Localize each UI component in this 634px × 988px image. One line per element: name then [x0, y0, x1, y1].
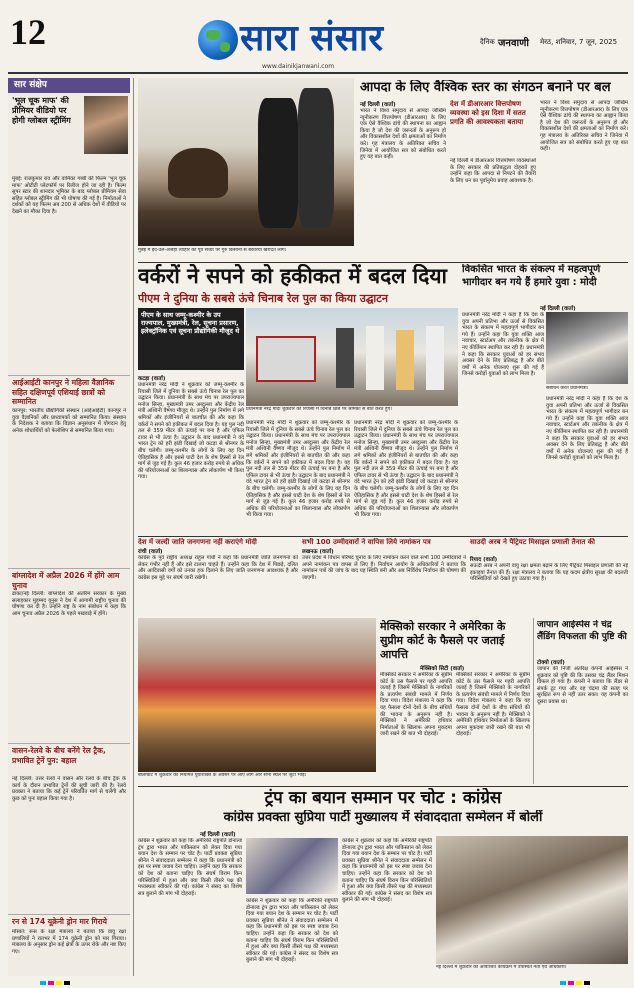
main-dateline: कटड़ा (वार्ता): [138, 376, 166, 382]
congress-body-2: कांग्रेस ने शुक्रवार को कहा कि अमेरिकी राष्ट्रपति डोनाल्ड ट्रंप द्वारा भारत और पाकिस्तान को लेकर दिया गया बयान देश के सम्मान पर चोट है। पार्टी प्रवक्ता सुप्रिया श्रीनेत ने संवाददाता सम्मेलन में कहा कि प्रधानमंत्री को इस पर स्पष्ट जवाब देना चाहिए। उन्होंने कहा कि सरकार को देश को बताना चाहिए कि संघर्ष विराम किन परिस्थितियों में हुआ और क्या किसी तीसरे पक्ष की मध्यस्थता स्वीकार की गई। कांग्रेस ने संसद का विशेष सत्र बुलाने की मांग भी दोहराई।: [246, 898, 338, 964]
chenab-bridge-photo: [246, 308, 458, 406]
congress-dateline: नई दिल्ली (वार्ता): [200, 832, 236, 838]
row2-rule: [138, 536, 628, 537]
mexico-body-2: मेक्सिको सरकार ने अमेरिका के सुप्रीम कोर्ट के उस फैसले पर गहरी आपत्ति जताई है जिसमें मेक्सिको के नागरिकों के प्रत्यर्पण संबंधी मामले में निर्णय दिया गया। विदेश मंत्रालय ने कहा कि यह फैसला दोनों देशों के बीच संधियों की भावना के अनुरूप नहीं है। मेक्सिको ने अमेरिकी हथियार निर्माताओं के खिलाफ अपना मुकदमा जारी रखने की बात भी दोहराई।: [456, 672, 530, 738]
sidebar-title: सार संक्षेप: [8, 78, 130, 93]
japan-headline: जापान आईस्पेस ने चंद्र लैंडिंग विफलता की पुष्टि की: [537, 620, 627, 642]
cyan-mark: [40, 981, 46, 985]
masthead-rule: [8, 72, 628, 74]
nomination-dateline: लखनऊ (वार्ता): [302, 549, 334, 555]
registration-marks-right: [560, 981, 590, 985]
sidebar-photo: [84, 96, 128, 154]
sidebar-headline: 'भूल चूक माफ' की प्रीमियर वीडियो पर होगी ग्लोबल स्ट्रीमिंग: [12, 96, 71, 125]
sidebar-story-1: [8, 93, 130, 375]
date-line: मेरठ, शनिवार, 7 जून, 2025: [540, 38, 618, 46]
nomination-story: [302, 538, 466, 616]
modi-body-1: प्रधानमंत्री नरेंद्र मोदी ने कहा है कि देश के युवा अपनी प्रतिभा और ऊर्जा से विकसित भारत के संकल्प में महत्वपूर्ण भागीदार बन गये हैं। उन्होंने कहा कि युवा शक्ति आज नवाचार, स्टार्टअप और तकनीक के क्षेत्र में नए कीर्तिमान स्थापित कर रही है। प्रधानमंत्री ने कहा कि सरकार युवाओं को हर संभव अवसर देने के लिए प्रतिबद्ध है और बीते वर्षों में अनेक योजनाएं शुरू की गई हैं जिनसे करोड़ों युवाओं को लाभ मिला है।: [462, 312, 544, 378]
main-kicker-box: [138, 308, 244, 370]
caste-census-body: कांग्रेस के पूर्व राष्ट्रीय अध्यक्ष राहुल गांधी ने कहा कि प्रधानमंत्री जाति जनगणना को लेकर गंभीर नहीं हैं और इसे टालना चाहते हैं। उन्होंने कहा कि देश में पिछड़े, दलित और आदिवासी वर्गों को उनका हक दिलाने के लिए जाति जनगणना आवश्यक है और कांग्रेस इस मुद्दे पर संघर्ष जारी रखेगी।: [138, 555, 298, 581]
sidebar-body: ढाका/नई दिल्ली: बांग्लादेश की अंतरिम सरकार के मुख्य सलाहकार मुहम्मद यूनुस ने देश में आगामी राष्ट्रीय चुनाव की घोषणा कर दी है। उन्होंने राष्ट्र के नाम संबोधन में कहा कि आम चुनाव अप्रैल 2026 के पहले पखवाड़े में होंगे।: [12, 591, 126, 617]
disaster-body-3: भारत ने विश्व समुदाय से आपदा जोखिम न्यूनीकरण वित्तपोषण (डीआरआर) के लिए एक ऐसे वैश्विक ढांचे की स्थापना का आह्वान किया है जो देश की जरूरतों के अनुरूप हो और विकासशील देशों की क्षमताओं का निर्माण करे। गृह मंत्रालय के अतिरिक्त सचिव ने जिनेवा में आयोजित सत्र को संबोधित करते हुए यह बात कही।: [540, 100, 628, 153]
goat-photo-caption: मुंबई में ईद-उल-अजहा त्योहार की पूर्व संध्या पर गुरु किसानों से बकरियां खरीदते लोग।: [138, 248, 287, 253]
congress-subhead: कांग्रेस प्रवक्ता सुप्रिया पार्टी मुख्यालय में संवाददाता सम्मेलन में बोलीं: [223, 810, 543, 825]
edition-label: दैनिक: [480, 38, 495, 46]
sidebar-headline: वासन-रेलवे के बीच बनेंगे रेल ट्रैक, प्रभावित ट्रेनें पुन: बहाल: [12, 746, 106, 765]
paper-name: सारा संसार: [240, 18, 383, 59]
congress-photo-1: [246, 838, 338, 894]
main-subhead: पीएम ने दुनिया के सबसे ऊंचे चिनाब रेल पुल का किया उद्घाटन: [138, 292, 388, 305]
patriot-dateline: रियाद (वार्ता): [470, 557, 498, 563]
disaster-subhead: देश में डीआरआर वित्तपोषण व्यवस्था को इस दिशा में सतत प्रगति की आवश्यकता बताया: [450, 100, 526, 126]
congress-body-1: कांग्रेस ने शुक्रवार को कहा कि अमेरिकी राष्ट्रपति डोनाल्ड ट्रंप द्वारा भारत और पाकिस्तान को लेकर दिया गया बयान देश के सम्मान पर चोट है। पार्टी प्रवक्ता सुप्रिया श्रीनेत ने संवाददाता सम्मेलन में कहा कि प्रधानमंत्री को इस पर स्पष्ट जवाब देना चाहिए। उन्होंने कहा कि सरकार को देश को बताना चाहिए कि संघर्ष विराम किन परिस्थितियों में हुआ और क्या किसी तीसरे पक्ष की मध्यस्थता स्वीकार की गई। कांग्रेस ने संसद का विशेष सत्र बुलाने की मांग भी दोहराई।: [138, 838, 242, 897]
sidebar-headline: आईआईटी कानपुर ने महिला वैज्ञानिक सहित दक्षिणपूर्व एशियाई छात्रों को सम्मानित: [12, 378, 115, 406]
modi-dateline: नई दिल्ली (वार्ता): [540, 306, 576, 312]
goat-market-photo: [138, 78, 354, 246]
sidebar-story-5: [8, 914, 130, 988]
modi-headline: विकसित भारत के संकल्प में महत्वपूर्ण भागीदार बन गये हैं हमारे युवा : मोदी: [462, 264, 601, 288]
main-body-col3: प्रधानमंत्री नरेंद्र मोदी ने शुक्रवार को जम्मू-कश्मीर के रियासी जिले में दुनिया के सबसे ऊंचे चिनाब रेल पुल का उद्घाटन किया। प्रधानमंत्री के साथ मंच पर उपराज्यपाल मनोज सिन्हा, मुख्यमंत्री उमर अब्दुल्ला और केंद्रीय रेल मंत्री अश्विनी वैष्णव मौजूद थे। उन्होंने पुल निर्माण में लगे श्रमिकों और इंजीनियरों से बातचीत की और कहा कि वर्करों ने सपने को हकीकत में बदल दिया है। यह पुल नदी तल से 359 मीटर की ऊंचाई पर बना है और एफिल टावर से भी ऊंचा है। उद्घाटन के बाद प्रधानमंत्री ने वंदे भारत ट्रेन को हरी झंडी दिखाई जो कटड़ा से श्रीनगर के बीच चलेगी। जम्मू-कश्मीर के लोगों के लिए यह दिन ऐतिहासिक है और इससे घाटी देश के शेष हिस्सों से रेल मार्ग से जुड़ गई है। कुल 46 हजार करोड़ रुपये से अधिक की परियोजनाओं का शिलान्यास और लोकार्पण भी किया गया।: [354, 420, 458, 519]
sidebar-body: नई दिल्ली: उत्तर रेलवे ने वासन और रेलवे के बीच ट्रैक के कार्य के दौरान प्रभावित ट्रेनों की सूची जारी की है। रेलवे प्रवक्ता ने बताया कि कई ट्रेनें परिवर्तित मार्ग से चलेंगी और कुछ को पुनः बहाल किया गया है।: [12, 776, 126, 802]
black-mark: [584, 981, 590, 985]
sidebar-headline: रन से 174 यूक्रेनी ड्रोन मार गिराये: [12, 917, 107, 926]
main-headline: वर्करों ने सपने को हकीकत में बदल दिया: [138, 264, 447, 288]
page-number: 12: [10, 12, 46, 52]
website: www.dainikjanwani.com: [262, 63, 335, 70]
nomination-body: उत्तर प्रदेश में विधान परिषद चुनाव के लिए नामांकन करने वाले सभी 100 उम्मीदवारों ने अपने नामांकन पत्र वापस ले लिए हैं। निर्वाचन आयोग के अधिकारियों ने बताया कि नामांकन पत्रों की जांच के बाद यह स्थिति बनी और अब निर्विरोध निर्वाचन की घोषणा की जाएगी।: [302, 555, 466, 581]
caste-census-headline: देश में जल्दी जाति जनगणना नहीं कराएंगे मोदी: [138, 538, 257, 546]
main-kicker: पीएम के साथ जम्मू-कश्मीर के उप राज्यपाल, मुख्यमंत्री, रेल, सूचना प्रसारण, इलेक्ट्रॉनिक एवं सूचना प्रौद्योगिकी मौजूद थे: [141, 311, 240, 335]
japan-body: जापान की निजी अंतरिक्ष कंपनी आईस्पेस ने शुक्रवार को पुष्टि की कि उसका चंद्र लैंडर मिशन विफल हो गया है। कंपनी ने बताया कि लैंडर से संपर्क टूट गया और वह चंद्रमा की सतह पर सुरक्षित रूप से नहीं उतर सका। यह कंपनी का दूसरा प्रयास था।: [537, 666, 628, 705]
sidebar: [8, 78, 130, 976]
caste-census-dateline: रांची (वार्ता): [138, 549, 163, 555]
modi-photo-caption: संबोधन करते प्रधानमंत्री।: [546, 386, 589, 391]
disaster-dateline: नई दिल्ली (वार्ता): [360, 102, 396, 108]
main-body-col2: प्रधानमंत्री नरेंद्र मोदी ने शुक्रवार को जम्मू-कश्मीर के रियासी जिले में दुनिया के सबसे ऊंचे चिनाब रेल पुल का उद्घाटन किया। प्रधानमंत्री के साथ मंच पर उपराज्यपाल मनोज सिन्हा, मुख्यमंत्री उमर अब्दुल्ला और केंद्रीय रेल मंत्री अश्विनी वैष्णव मौजूद थे। उन्होंने पुल निर्माण में लगे श्रमिकों और इंजीनियरों से बातचीत की और कहा कि वर्करों ने सपने को हकीकत में बदल दिया है। यह पुल नदी तल से 359 मीटर की ऊंचाई पर बना है और एफिल टावर से भी ऊंचा है। उद्घाटन के बाद प्रधानमंत्री ने वंदे भारत ट्रेन को हरी झंडी दिखाई जो कटड़ा से श्रीनगर के बीच चलेगी। जम्मू-कश्मीर के लोगों के लिए यह दिन ऐतिहासिक है और इससे घाटी देश के शेष हिस्सों से रेल मार्ग से जुड़ गई है। कुल 46 हजार करोड़ रुपये से अधिक की परियोजनाओं का शिलान्यास और लोकार्पण भी किया गया।: [246, 420, 350, 519]
registration-marks-left: [40, 981, 70, 985]
mexico-headline: मेक्सिको सरकार ने अमेरिका के सुप्रीम कोर्ट के फैसले पर जताई आपत्ति: [380, 620, 506, 661]
edition-name: जनवाणी: [498, 38, 529, 49]
magenta-mark: [48, 981, 54, 985]
sidebar-body: मुंबई: राजकुमार राव और वामिका गब्बी की फिल्म 'भूल चूक माफ' ओटीटी प्लेटफॉर्म पर रिलीज होने जा रही है। फिल्म सुपर स्टार की शानदार भूमिका के बाद ग्लोबल प्रीमियम सेवा सहित ग्लोबल स्ट्रीमिंग की भी घोषणा की गई है। निर्माताओं ने दर्शकों को यह फिल्म अब 200 से अधिक देशों में वीडियो पर देखने का मौका दिया है।: [12, 176, 126, 215]
modi-body-2: प्रधानमंत्री नरेंद्र मोदी ने कहा है कि देश के युवा अपनी प्रतिभा और ऊर्जा से विकसित भारत के संकल्प में महत्वपूर्ण भागीदार बन गये हैं। उन्होंने कहा कि युवा शक्ति आज नवाचार, स्टार्टअप और तकनीक के क्षेत्र में नए कीर्तिमान स्थापित कर रही है। प्रधानमंत्री ने कहा कि सरकार युवाओं को हर संभव अवसर देने के लिए प्रतिबद्ध है और बीते वर्षों में अनेक योजनाएं शुरू की गई हैं जिनसे करोड़ों युवाओं को लाभ मिला है।: [546, 396, 628, 462]
congress-photo-2: [436, 836, 628, 964]
sidebar-body: कानपुर: भारतीय प्रौद्योगिकी संस्थान (आईआईटी) कानपुर ने युवा वैज्ञानिकों और प्राध्यापकों को सम्मानित किया। संस्थान के निदेशक ने बताया कि विज्ञान अनुसंधान में योगदान हेतु अनेक शोधार्थियों को फेलोशिप से सम्मानित किया गया।: [12, 408, 126, 434]
caste-census-story: [138, 538, 298, 616]
patriot-story: [470, 538, 628, 616]
sidebar-story-4: [8, 743, 130, 914]
main-story-rule: [138, 262, 628, 263]
main-body-col1: प्रधानमंत्री नरेंद्र मोदी ने शुक्रवार को जम्मू-कश्मीर के रियासी जिले में दुनिया के सबसे ऊंचे चिनाब रेल पुल का उद्घाटन किया। प्रधानमंत्री के साथ मंच पर उपराज्यपाल मनोज सिन्हा, मुख्यमंत्री उमर अब्दुल्ला और केंद्रीय रेल मंत्री अश्विनी वैष्णव मौजूद थे। उन्होंने पुल निर्माण में लगे श्रमिकों और इंजीनियरों से बातचीत की और कहा कि वर्करों ने सपने को हकीकत में बदल दिया है। यह पुल नदी तल से 359 मीटर की ऊंचाई पर बना है और एफिल टावर से भी ऊंचा है। उद्घाटन के बाद प्रधानमंत्री ने वंदे भारत ट्रेन को हरी झंडी दिखाई जो कटड़ा से श्रीनगर के बीच चलेगी। जम्मू-कश्मीर के लोगों के लिए यह दिन ऐतिहासिक है और इससे घाटी देश के शेष हिस्सों से रेल मार्ग से जुड़ गई है। कुल 46 हजार करोड़ रुपये से अधिक की परियोजनाओं का शिलान्यास और लोकार्पण भी किया गया।: [138, 382, 244, 481]
globe-icon: [198, 20, 238, 60]
modi-photo: [546, 312, 628, 384]
sidebar-body: मॉस्को: रूस के रक्षा मंत्रालय ने बताया कि वायु रक्षा प्रणालियों ने रातभर में 174 यूक्रेनी ड्रोन को मार गिराया। मंत्रालय के अनुसार ड्रोन कई क्षेत्रों के ऊपर रोके और नष्ट किए गए।: [12, 929, 126, 955]
mexico-body-1: मेक्सिको सरकार ने अमेरिका के सुप्रीम कोर्ट के उस फैसले पर गहरी आपत्ति जताई है जिसमें मेक्सिको के नागरिकों के प्रत्यर्पण संबंधी मामले में निर्णय दिया गया। विदेश मंत्रालय ने कहा कि यह फैसला दोनों देशों के बीच संधियों की भावना के अनुरूप नहीं है। मेक्सिको ने अमेरिकी हथियार निर्माताओं के खिलाफ अपना मुकदमा जारी रखने की बात भी दोहराई।: [380, 672, 452, 738]
black-mark: [64, 981, 70, 985]
sidebar-headline: बांग्लादेश में अप्रैल 2026 में होंगे आम चुनाव: [12, 571, 120, 590]
japan-divider: [533, 618, 534, 784]
mexico-dateline: मेक्सिको सिटी (वार्ता): [420, 666, 465, 672]
disaster-headline: आपदा के लिए वैश्विक स्तर का संगठन बनाने पर बल: [360, 80, 611, 95]
chenab-photo-caption: प्रधानमंत्री नरेंद्र मोदी शुक्रवार को रियासी में चिनाब ब्रिज पर श्रमिकों से बात करते हुए।: [246, 407, 393, 412]
sidebar-story-3: [8, 568, 130, 743]
rally-photo-caption: बालाघाट में शुक्रवार को नियमित युवाशक्ति के अवसर पर आए लोग और सभा स्थल पर जुटी भीड़।: [138, 773, 307, 778]
sidebar-divider: [133, 78, 134, 976]
congress-body-3: कांग्रेस ने शुक्रवार को कहा कि अमेरिकी राष्ट्रपति डोनाल्ड ट्रंप द्वारा भारत और पाकिस्तान को लेकर दिया गया बयान देश के सम्मान पर चोट है। पार्टी प्रवक्ता सुप्रिया श्रीनेत ने संवाददाता सम्मेलन में कहा कि प्रधानमंत्री को इस पर स्पष्ट जवाब देना चाहिए। उन्होंने कहा कि सरकार को देश को बताना चाहिए कि संघर्ष विराम किन परिस्थितियों में हुआ और क्या किसी तीसरे पक्ष की मध्यस्थता स्वीकार की गई। कांग्रेस ने संसद का विशेष सत्र बुलाने की मांग भी दोहराई।: [342, 838, 432, 904]
rally-photo: [138, 618, 376, 772]
congress-rule: [138, 786, 628, 787]
patriot-body: सऊदी अरब ने अपनी वायु रक्षा क्षमता बढ़ाने के लिए पैट्रियट मिसाइल प्रणाली की नई इकाइयां तैनात की हैं। रक्षा मंत्रालय ने बताया कि यह कदम क्षेत्रीय सुरक्षा की बदलती परिस्थितियों को देखते हुए उठाया गया है।: [470, 563, 628, 583]
congress-photo-caption: नई दिल्ली में शुक्रवार को आयोजित कार्यक्रम में उपस्थित नेता एवं अधिकारी।: [436, 965, 567, 970]
yellow-mark: [56, 981, 62, 985]
magenta-mark: [568, 981, 574, 985]
sidebar-story-2: [8, 375, 130, 568]
disaster-body-2: नई दिल्ली में डीआरआर वित्तपोषण व्यवस्थाओं के लिए सरकार की प्रतिबद्धता दोहराते हुए उन्होंने कहा कि आपदा से निपटने की तैयारी के लिए धन का पूर्वानुमेय प्रवाह आवश्यक है।: [450, 158, 536, 184]
congress-headline: ट्रंप का बयान सम्मान पर चोट : कांग्रेस: [264, 788, 502, 808]
yellow-mark: [576, 981, 582, 985]
cyan-mark: [560, 981, 566, 985]
nomination-headline: सभी 100 उम्मीदवारों ने वापिस लिये नामांकन पत्र: [302, 538, 431, 546]
japan-dateline: टोक्यो (वार्ता): [537, 660, 565, 666]
patriot-headline: साउदी अरब ने पैट्रियट मिसाइल प्रणाली तैनात की: [470, 538, 595, 546]
disaster-body-1: भारत ने विश्व समुदाय से आपदा जोखिम न्यूनीकरण वित्तपोषण (डीआरआर) के लिए एक ऐसे वैश्विक ढांचे की स्थापना का आह्वान किया है जो देश की जरूरतों के अनुरूप हो और विकासशील देशों की क्षमताओं का निर्माण करे। गृह मंत्रालय के अतिरिक्त सचिव ने जिनेवा में आयोजित सत्र को संबोधित करते हुए यह बात कही।: [360, 108, 446, 161]
